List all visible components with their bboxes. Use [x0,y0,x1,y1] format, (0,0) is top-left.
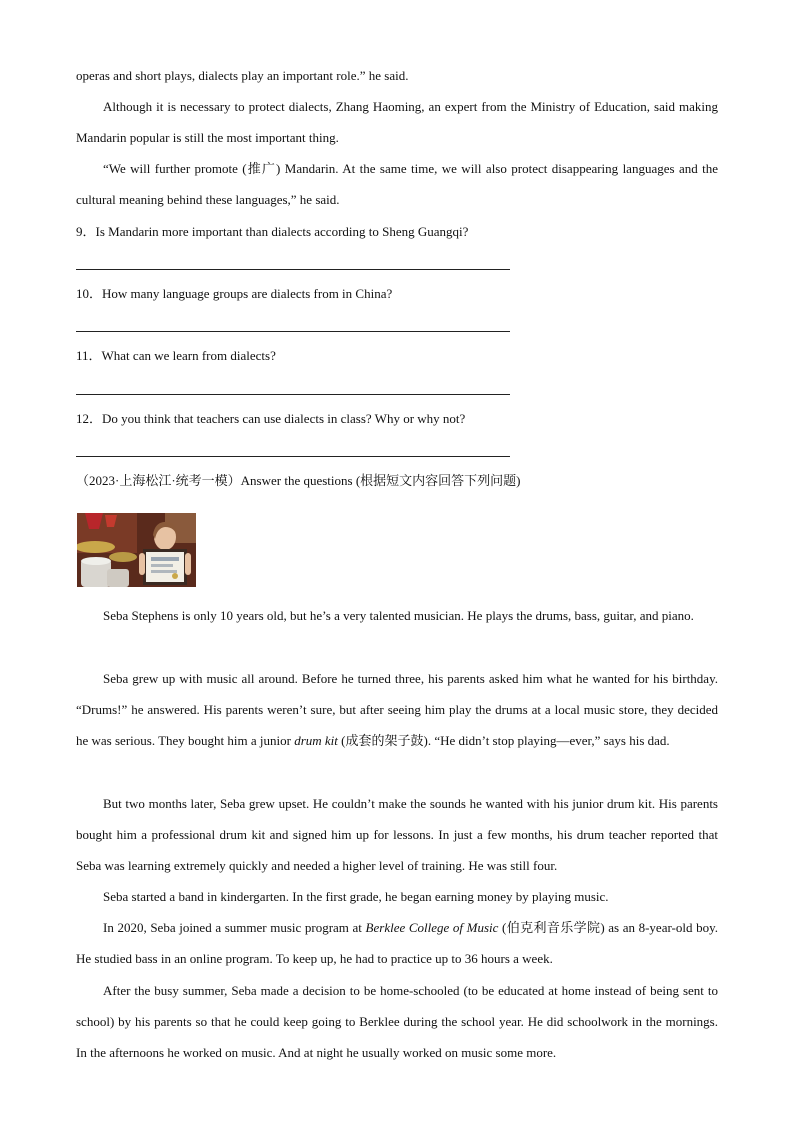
paragraph-band: Seba started a band in kindergarten. In the first grade, he began earning money by playing music. [103,889,609,904]
paragraph-berklee-a: In 2020, Seba joined a summer music program at [103,920,366,935]
paragraph-zhang-haoming: Although it is necessary to protect dialects, Zhang Haoming, an expert from the Ministry of Education, said making Mandarin popular is still the most important thing. [76,99,718,145]
answer-line-11[interactable] [76,394,510,395]
paragraph-professional-kit: But two months later, Seba grew upset. He couldn’t make the sounds he wanted with his junior drum kit. His parents bought him a professional drum kit and signed him up for lessons. In just a few months, his drum teacher reported that Seba was learning extremely quickly and needed a higher level of training. He was still four. [76,796,718,873]
paragraph-seba-childhood-b: (成套的架子鼓). “He didn’t stop playing—ever,” says his dad. [337,733,670,748]
section-heading: （2023·上海松江·统考一模）Answer the questions (根据短文内容回答下列问题) [76,473,521,488]
paragraph-berklee [76,912,718,974]
question-9: 9．Is Mandarin more important than dialects according to Sheng Guangqi? [76,224,469,239]
term-berklee: Berklee College of Music [365,920,499,935]
paragraph-promote-mandarin: “We will further promote (推广) Mandarin. At the same time, we will also protect disappearing languages and the cultural meaning behind these languages,” he said. [76,161,718,207]
paragraph-berklee-b: (伯克利音乐学院) as an 8-year-old boy. He studied bass in an online program. To keep up, he had to practice up to 36 hours a week. [76,920,718,966]
answer-line-12[interactable] [76,456,510,457]
paragraph-quote-end: operas and short plays, dialects play an important role.” he said. [76,68,409,83]
paragraph-seba-intro: Seba Stephens is only 10 years old, but he’s a very talented musician. He plays the drums, bass, guitar, and piano. [103,608,694,623]
term-drum-kit: drum kit [294,733,338,748]
question-12: 12．Do you think that teachers can use dialects in class? Why or why not? [76,411,466,426]
paragraph-home-schooled: After the busy summer, Seba made a decision to be home-schooled (to be educated at home instead of being sent to school) by his parents so that he could keep going to Berklee during the school year. He did schoolwork in the mornings. In the afternoons he worked on music. And at night he usually worked on music some more. [76,983,718,1060]
seba-drums-photo [77,513,196,587]
paragraph-seba-childhood-a: Seba grew up with music all around. Before he turned three, his parents asked him what he wanted for his birthday. “Drums!” he answered. His parents weren’t sure, but after seeing him play the drums at a local music store, they decided he was serious. They bought him a junior [76,671,718,748]
answer-line-9[interactable] [76,269,510,270]
question-11: 11．What can we learn from dialects? [76,348,276,363]
question-10: 10．How many language groups are dialects from in China? [76,286,393,301]
answer-line-10[interactable] [76,331,510,332]
paragraph-seba-childhood [76,663,718,756]
